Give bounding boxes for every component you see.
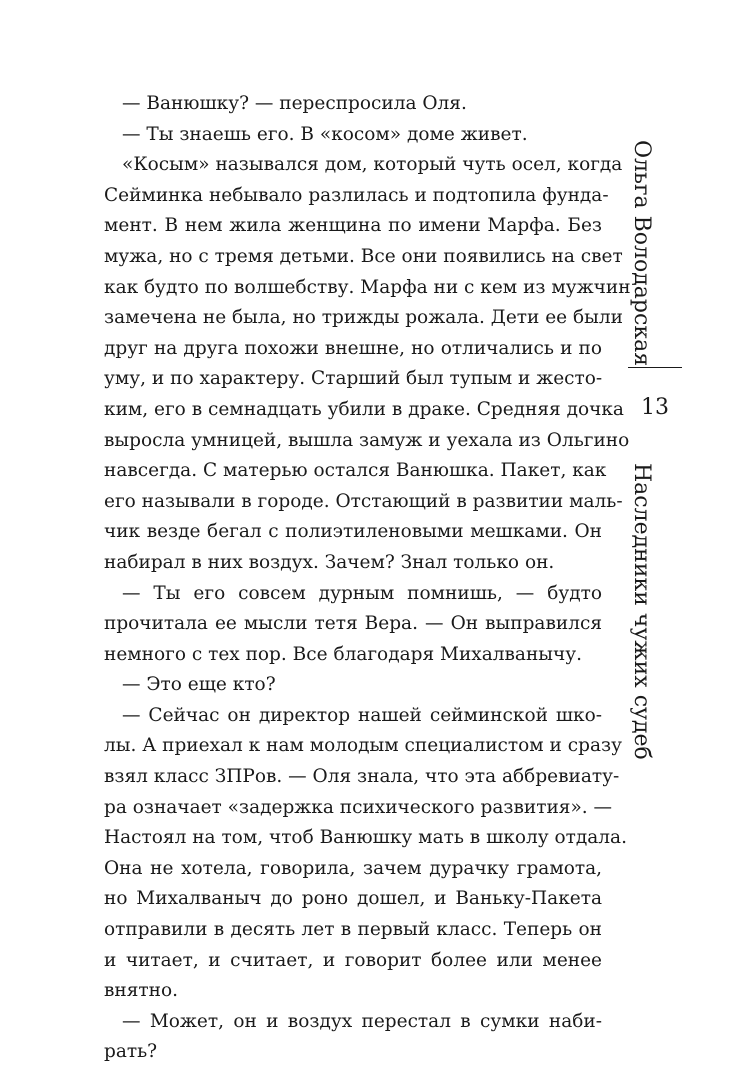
text-line: замечена не была, но трижды рожала. Дети ее были: [104, 307, 623, 329]
text-line: внятно.: [104, 980, 178, 1002]
running-head-divider: [628, 367, 682, 368]
text-line: — Ванюшку? — переспросила Оля.: [122, 93, 467, 114]
text-line: чик везде бегал с полиэтиленовыми мешками. Он: [104, 521, 602, 543]
text-line: — Ты его совсем дурным помнишь, — будто: [122, 582, 602, 604]
text-line: друг на друга похожи внешне, но отличались и по: [104, 337, 602, 359]
author-name: Ольга Володарская: [629, 140, 654, 367]
text-line: его называли в городе. Отстающий в развитии маль-: [104, 490, 623, 512]
text-line: выросла умницей, вышла замуж и уехала из Ольгино: [104, 429, 630, 451]
text-line: — Ты знаешь его. В «косом» доме живет.: [122, 123, 528, 145]
text-line: ким, его в семнадцать убили в драке. Средняя дочка: [104, 398, 624, 420]
text-line: прочитала ее мысли тетя Вера. — Он выправился: [104, 613, 602, 635]
text-line: — Сейчас он директор нашей сейминской шко-: [122, 704, 602, 726]
text-line: Настоял на том, чтоб Ванюшку мать в школу отдала.: [104, 827, 627, 849]
text-line: навсегда. С матерью остался Ванюшка. Пакет, как: [104, 460, 607, 482]
text-line: ра означает «задержка психического развития». —: [104, 796, 613, 818]
text-line: набирал в них воздух. Зачем? Знал только он.: [104, 551, 555, 573]
text-line: уму, и по характеру. Старший был тупым и жесто-: [104, 368, 603, 390]
page-number: 13: [641, 395, 669, 420]
text-line: взял класс ЗПРов. — Оля знала, что эта аббревиату-: [104, 766, 620, 788]
text-line: но Михалваныч до роно дошел, и Ваньку-Пакета: [104, 888, 602, 910]
text-line: Сейминка небывало разлилась и подтопила фунда-: [104, 184, 609, 206]
text-line: Она не хотела, говорила, зачем дурачку грамота,: [104, 857, 602, 879]
page-text: [104, 89, 631, 1068]
text-line: немного с тех пор. Все благодаря Михалванычу.: [104, 643, 582, 665]
text-line: отправили в десять лет в первый класс. Теперь он: [104, 919, 602, 941]
text-line: и читает, и считает, и говорит более или менее: [104, 949, 602, 971]
text-line: «Косым» назывался дом, который чуть осел, когда: [122, 154, 623, 176]
text-line: лы. А приехал к нам молодым специалистом и сразу: [104, 735, 622, 757]
text-line: мент. В нем жила женщина по имени Марфа. Без: [104, 215, 602, 237]
text-line: рать?: [104, 1041, 158, 1063]
book-title: Наследники чужих судеб: [629, 463, 654, 760]
text-line: как будто по волшебству. Марфа ни с кем из мужчин: [104, 276, 631, 298]
text-line: — Может, он и воздух перестал в сумки наби-: [122, 1010, 602, 1032]
text-line: мужа, но с тремя детьми. Все они появились на свет: [104, 245, 623, 267]
text-line: — Это еще кто?: [122, 674, 276, 696]
